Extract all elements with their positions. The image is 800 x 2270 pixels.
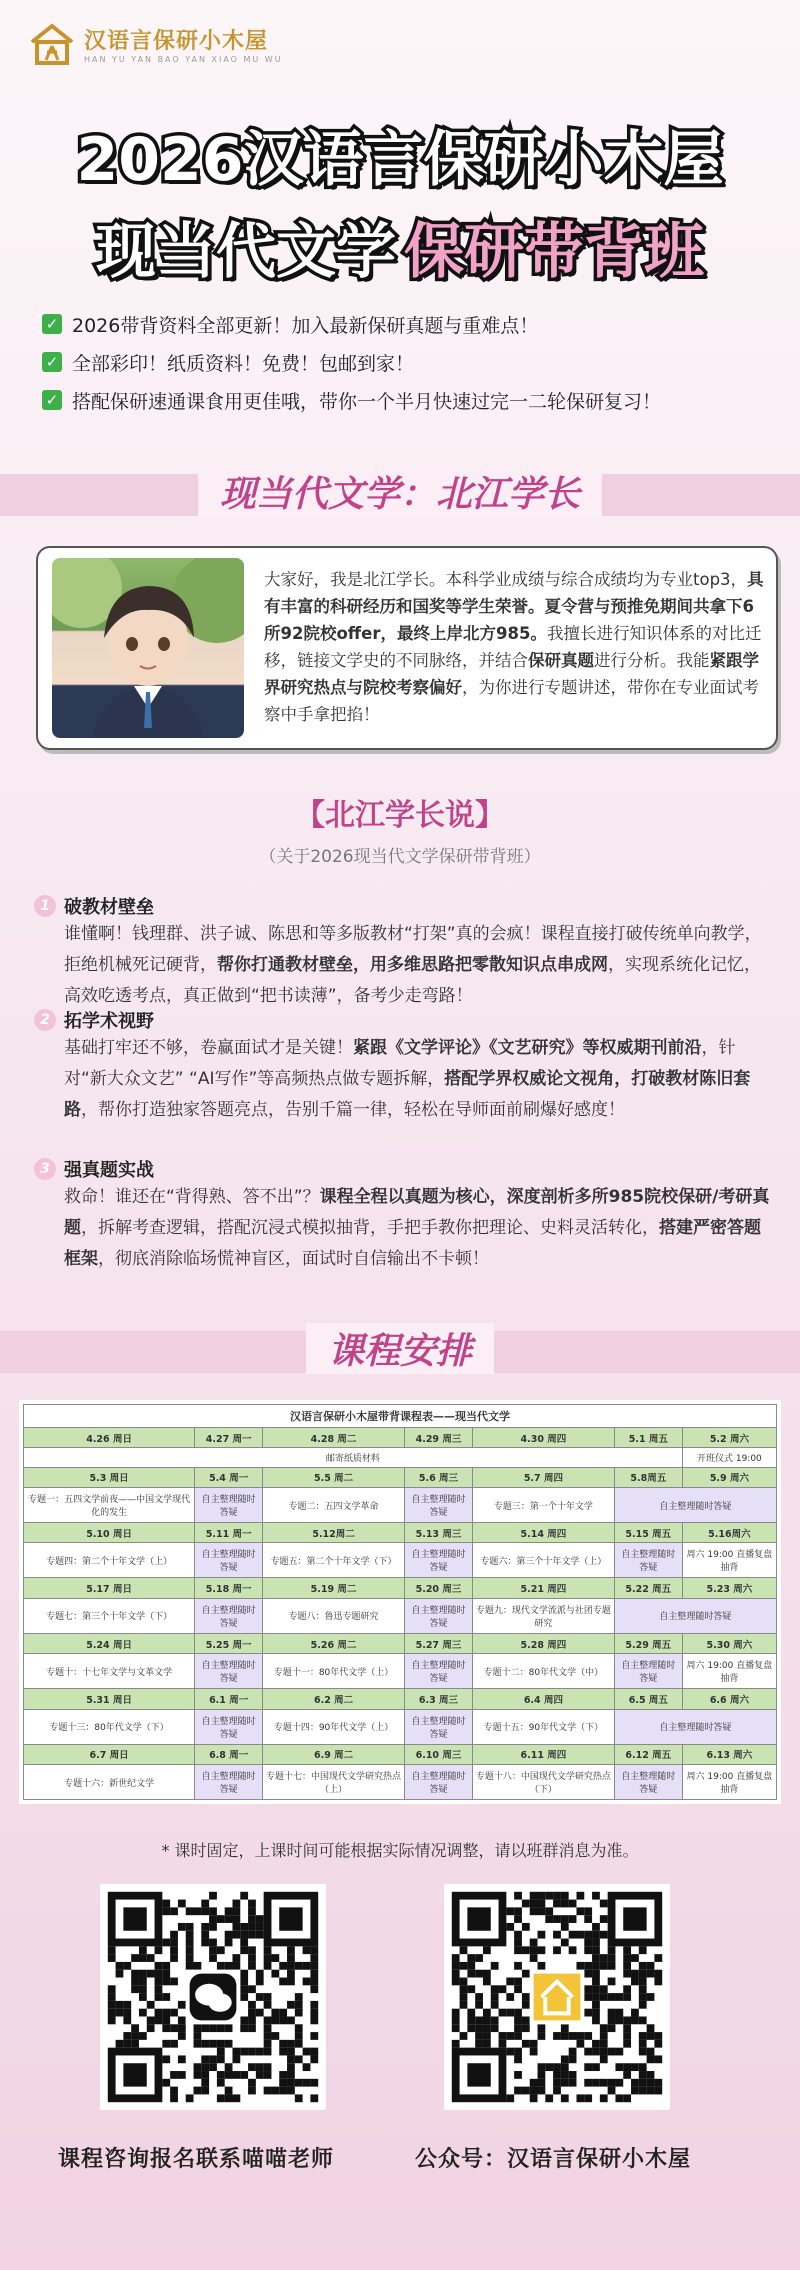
- date-row: 5.10 周日 5.11 周一 5.12周二 5.13 周三 5.14 周四 5.15 周五 5.16周六: [24, 1523, 777, 1543]
- selling-point: [34, 893, 774, 1012]
- selling-point: [34, 1156, 774, 1275]
- avatar: [52, 558, 244, 738]
- teacher-profile-card: [36, 546, 778, 750]
- feature-checklist: [42, 305, 661, 419]
- schedule-table: [23, 1404, 777, 1800]
- date-row: 5.31 周日 6.1 周一 6.2 周二 6.3 周三 6.4 周四 6.5 周五 6.6 周六: [24, 1689, 777, 1709]
- say-subtitle: （关于2026现当代文学保研带背班）: [259, 847, 541, 867]
- lesson-row: 专题十：十七年文学与文革文学 自主整理随时答疑 专题十一：80年代文学（上） 自主整理随时答疑 专题十二：80年代文学（中） 自主整理随时答疑 周六 19:00 直播复盘抽背: [24, 1654, 777, 1689]
- brand-logo: [28, 22, 283, 66]
- point-body: 基础打牢还不够，卷赢面试才是关键！紧跟《文学评论》《文艺研究》等权威期刊前沿，针对“新大众文艺” “AI写作”等高频热点做专题拆解，搭配学界权威论文视角，打破教材陈旧套路，帮你打造独家答题亮点，告别千篇一律，轻松在导师面前刷爆好感度！: [64, 1038, 751, 1120]
- qr-pattern: [100, 1884, 326, 2110]
- date-row: 5.24 周日 5.25 周一 5.26 周二 5.27 周三 5.28 周四 5.29 周五 5.30 周六: [24, 1633, 777, 1653]
- logo-name: 汉语言保研小木屋: [84, 29, 269, 54]
- lesson-row: 专题十六：新世纪文学 自主整理随时答疑 专题十七：中国现代文学研究热点（上） 自主整理随时答疑 专题十八：中国现代文学研究热点（下） 自主整理随时答疑 周六 19:00 直播复盘抽背: [24, 1765, 777, 1800]
- point-title: 破教材壁垒: [64, 897, 154, 918]
- date-row: 4.26 周日 4.27 周一 4.28 周二 4.29 周三 4.30 周四 5.1 周五 5.2 周六: [24, 1427, 777, 1447]
- date-row: 5.17 周日 5.18 周一 5.19 周二 5.20 周三 5.21 周四 5.22 周五 5.23 周六: [24, 1578, 777, 1598]
- point-title: 强真题实战: [64, 1160, 154, 1181]
- qr-left-caption: 课程咨询报名联系喵喵老师: [58, 2147, 335, 2172]
- selling-point: [34, 1007, 774, 1126]
- hero-line1: 2026汉语言保研小木屋: [76, 125, 724, 195]
- point-body: 救命！谁还在“背得熟、答不出”？课程全程以真题为核心，深度剖析多所985院校保研/考研真题，拆解考查逻辑，搭配沉浸式模拟抽背，手把手教你把理论、史料灵活转化，搭建严密答题框架，彻底消除临场慌神盲区，面试时自信输出不卡顿！: [64, 1187, 770, 1269]
- date-row: 5.3 周日 5.4 周一 5.5 周二 5.6 周三 5.7 周四 5.8周五 5.9 周六: [24, 1467, 777, 1487]
- check-item: ✓ 搭配保研速通课食用更佳哦，带你一个半月快速过完一二轮保研复习！: [42, 381, 661, 419]
- wechat-qr-code[interactable]: [100, 1884, 326, 2110]
- checkmark-icon: ✓: [42, 390, 62, 410]
- lesson-row: 专题四：第二个十年文学（上） 自主整理随时答疑 专题五：第二个十年文学（下） 自主整理随时答疑 专题六：第三个十年文学（上） 自主整理随时答疑 周六 19:00 直播复盘抽背: [24, 1543, 777, 1578]
- qr-right-caption: 公众号：汉语言保研小木屋: [415, 2147, 692, 2172]
- schedule-title: 汉语言保研小木屋带背课程表——现当代文学: [24, 1405, 777, 1428]
- course-schedule: [19, 1400, 781, 1804]
- point-title: 拓学术视野: [64, 1011, 154, 1032]
- hero-line2-class: 保研带背班: [404, 217, 704, 287]
- logo-pinyin: HAN YU YAN BAO YAN XIAO MU WU: [84, 55, 283, 64]
- checkmark-icon: ✓: [42, 314, 62, 334]
- lesson-row: 邮寄纸质材料 开班仪式 19:00: [24, 1448, 777, 1467]
- check-item: ✓ 2026带背资料全部更新！加入最新保研真题与重难点！: [42, 305, 661, 343]
- date-row: 6.7 周日 6.8 周一 6.9 周二 6.10 周三 6.11 周四 6.12 周五 6.13 周六: [24, 1744, 777, 1764]
- teacher-bio: 大家好，我是北江学长。本科学业成绩与综合成绩均为专业top3，具有丰富的科研经历和国奖等学生荣誉。夏令营与预推免期间共拿下6所92院校offer，最终上岸北方985。我擅长进行知识体系的对比迁移，链接文学史的不同脉络，并结合保研真题进行分析。我能紧跟学界研究热点与院校考察偏好，为你进行专题讲述，带你在专业面试考察中手拿把掐！: [264, 570, 764, 724]
- number-badge: 3: [34, 1158, 56, 1180]
- section-title-teacher: 现当代文学：北江学长: [198, 466, 602, 517]
- point-body: 谁懂啊！钱理群、洪子诚、陈思和等多版教材“打架”真的会疯！课程直接打破传统单向教学，拒绝机械死记硬背，帮你打通教材壁垒，用多维思路把零散知识点串成网，实现系统化记忆，高效吃透考点，真正做到“把书读薄”，备考少走弯路！: [64, 924, 762, 1006]
- lesson-row: 专题七：第三个十年文学（下） 自主整理随时答疑 专题八：鲁迅专题研究 自主整理随时答疑 专题九：现代文学流派与社团专题研究 自主整理随时答疑: [24, 1598, 777, 1633]
- section-title-schedule: 课程安排: [306, 1323, 494, 1374]
- number-badge: 2: [34, 1009, 56, 1031]
- lesson-row: 专题一：五四文学前夜——中国文学现代化的发生 自主整理随时答疑 专题二：五四文学革命 自主整理随时答疑 专题三：第一个十年文学 自主整理随时答疑: [24, 1488, 777, 1523]
- house-icon: [28, 22, 76, 66]
- checkmark-icon: ✓: [42, 352, 62, 372]
- say-title: 【北江学长说】: [295, 798, 505, 833]
- schedule-note: * 课时固定，上课时间可能根据实际情况调整，请以班群消息为准。: [161, 1841, 639, 1860]
- qr-pattern: [444, 1884, 670, 2110]
- official-account-qr-code[interactable]: [444, 1884, 670, 2110]
- lesson-row: 专题十三：80年代文学（下） 自主整理随时答疑 专题十四：90年代文学（上） 自主整理随时答疑 专题十五：90年代文学（下） 自主整理随时答疑: [24, 1709, 777, 1744]
- hero-title: [0, 112, 800, 290]
- check-item: ✓ 全部彩印！纸质资料！免费！包邮到家！: [42, 343, 661, 381]
- number-badge: 1: [34, 895, 56, 917]
- hero-line2-subject: 现当代文学: [96, 217, 396, 287]
